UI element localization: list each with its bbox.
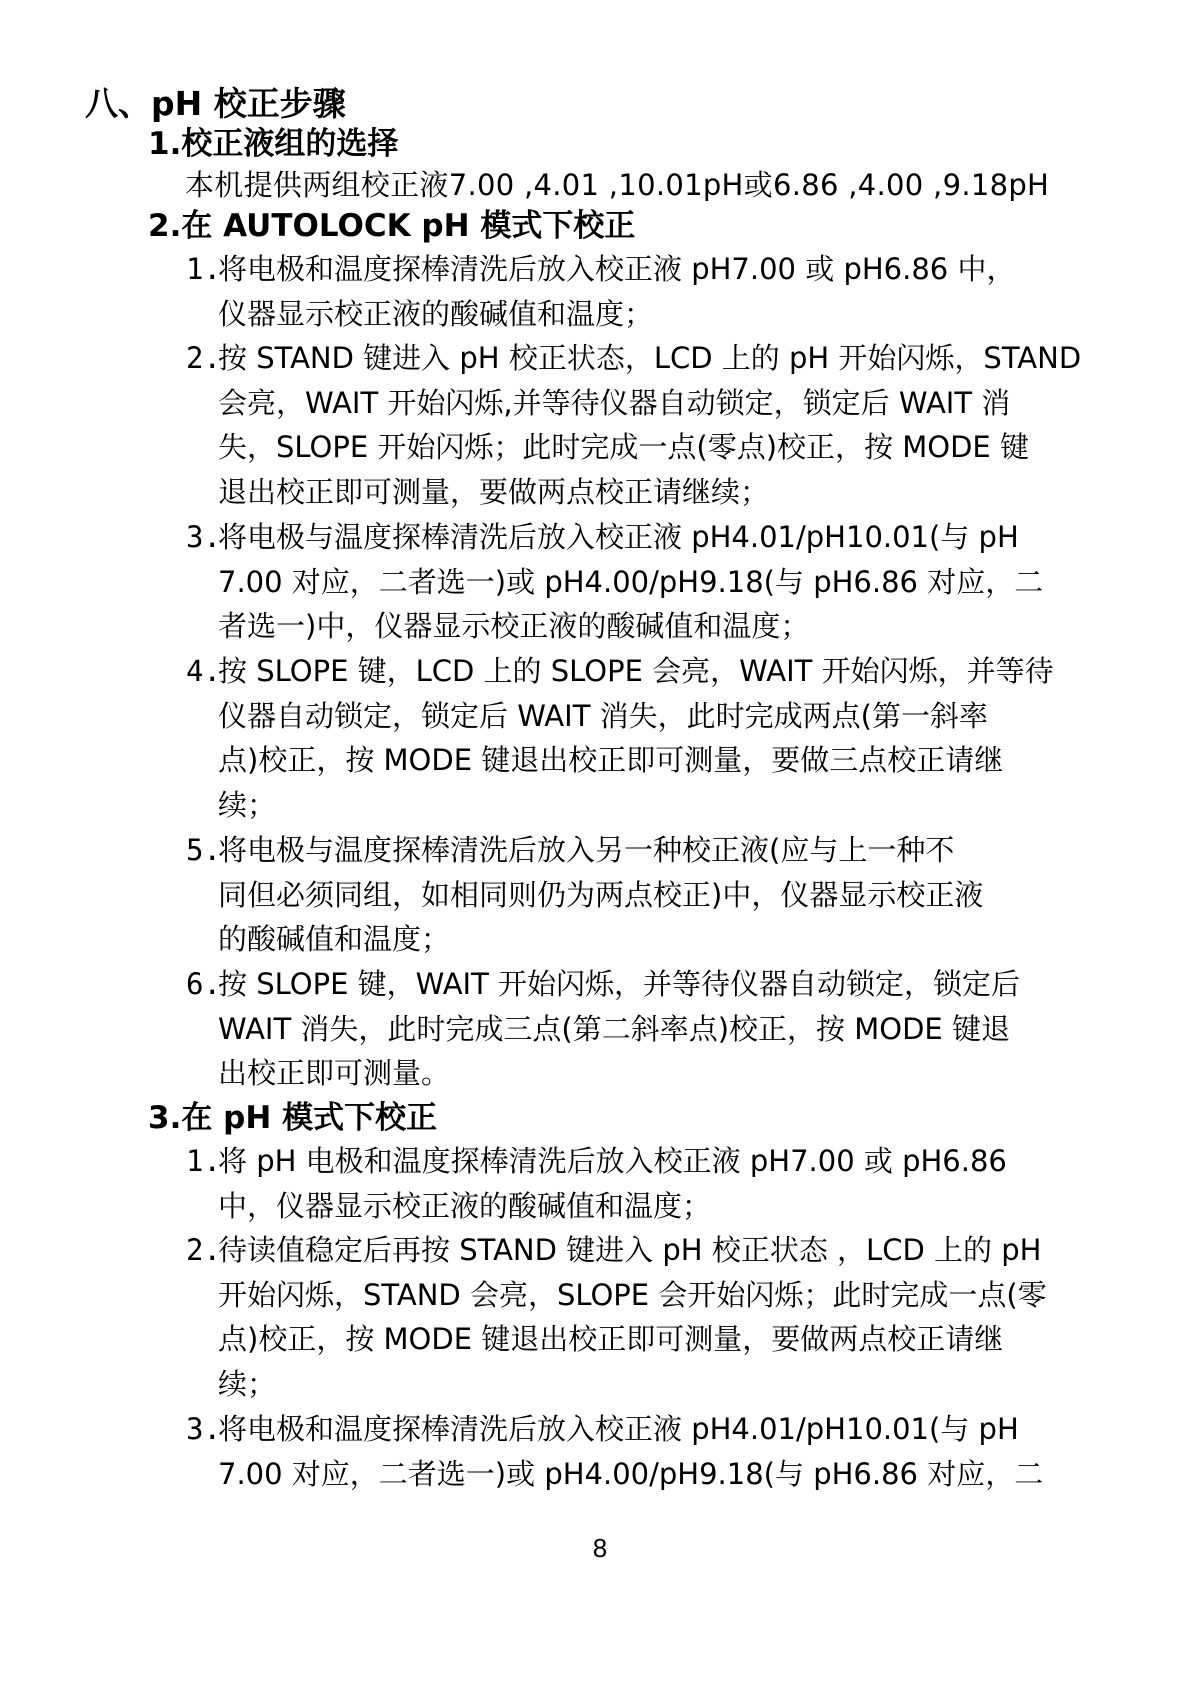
step-line: 续； [218,1366,277,1401]
step-line: 的酸碱值和温度； [218,922,451,957]
step-line: 出校正即可测量。 [218,1056,451,1091]
page-title: 八、pH 校正步骤 [85,84,346,123]
step-line: 退出校正即可测量，要做两点校正请继续； [218,474,770,509]
section-heading-2: 2.在 AUTOLOCK pH 模式下校正 [148,208,636,244]
step-number: 3. [186,520,221,554]
page-number: 8 [592,1533,608,1563]
step-line: 7.00 对应，二者选一)或 pH4.00/pH9.18(与 pH6.86 对应，二 [218,1456,1044,1491]
step-line: 按 SLOPE 键，WAIT 开始闪烁，并等待仪器自动锁定，锁定后 [218,967,1021,1001]
step-number: 6. [186,967,221,1001]
list-item [186,649,1116,827]
step-line: 7.00 对应，二者选一)或 pH4.00/pH9.18(与 pH6.86 对应，二 [218,564,1044,599]
step-number: 4. [186,654,221,688]
list-item [186,1139,1116,1228]
step-line: 仪器显示校正液的酸碱值和温度； [218,296,654,331]
step-line: 将电极和温度探棒清洗后放入校正液 pH4.01/pH10.01(与 pH [218,1412,1019,1446]
list-item [186,828,1116,962]
step-line: 按 STAND 键进入 pH 校正状态，LCD 上的 pH 开始闪烁，STAND [218,341,1082,375]
step-line: 将电极与温度探棒清洗后放入校正液 pH4.01/pH10.01(与 pH [218,520,1019,554]
section-1-text: 本机提供两组校正液7.00 ,4.01 ,10.01pH或6.86 ,4.00 ,9.18pH [185,168,1050,202]
step-number: 2. [186,1233,221,1267]
list-item [186,247,1116,336]
step-number: 5. [186,833,221,867]
step-line: 待读值稳定后再按 STAND 键进入 pH 校正状态 ，LCD 上的 pH [218,1233,1042,1267]
step-line: 开始闪烁，STAND 会亮，SLOPE 会开始闪烁；此时完成一点(零 [218,1277,1047,1312]
step-number: 1. [186,1144,221,1178]
step-line: 续； [218,787,277,822]
list-item [186,1407,1116,1496]
step-number: 3. [186,1412,221,1446]
step-line: 将电极和温度探棒清洗后放入校正液 pH7.00 或 pH6.86 中， [218,252,1016,286]
step-line: 会亮，WAIT 开始闪烁,并等待仪器自动锁定，锁定后 WAIT 消 [218,385,1011,420]
step-line: 同但必须同组，如相同则仍为两点校正)中，仪器显示校正液 [218,877,984,912]
step-line: WAIT 消失，此时完成三点(第二斜率点)校正，按 MODE 键退 [218,1011,1010,1046]
list-item [186,515,1116,649]
list-item [186,962,1116,1096]
step-line: 将电极与温度探棒清洗后放入另一种校正液(应与上一种不 [218,833,955,867]
list-item [186,336,1116,514]
list-item [186,1228,1116,1406]
step-line: 中，仪器显示校正液的酸碱值和温度； [218,1188,712,1223]
step-line: 将 pH 电极和温度探棒清洗后放入校正液 pH7.00 或 pH6.86 [218,1144,1007,1178]
step-line: 点)校正，按 MODE 键退出校正即可测量，要做两点校正请继 [218,1322,1004,1357]
step-number: 2. [186,341,221,375]
step-line: 者选一)中，仪器显示校正液的酸碱值和温度； [218,609,810,644]
step-line: 按 SLOPE 键，LCD 上的 SLOPE 会亮，WAIT 开始闪烁，并等待 [218,654,1054,688]
section-heading-3: 3.在 pH 模式下校正 [148,1100,438,1136]
section-heading-1: 1.校正液组的选择 [148,126,399,162]
step-number: 1. [186,252,221,286]
step-line: 失，SLOPE 开始闪烁；此时完成一点(零点)校正，按 MODE 键 [218,430,1029,465]
step-line: 点)校正，按 MODE 键退出校正即可测量，要做三点校正请继 [218,743,1004,778]
step-line: 仪器自动锁定，锁定后 WAIT 消失，此时完成两点(第一斜率 [218,698,988,733]
